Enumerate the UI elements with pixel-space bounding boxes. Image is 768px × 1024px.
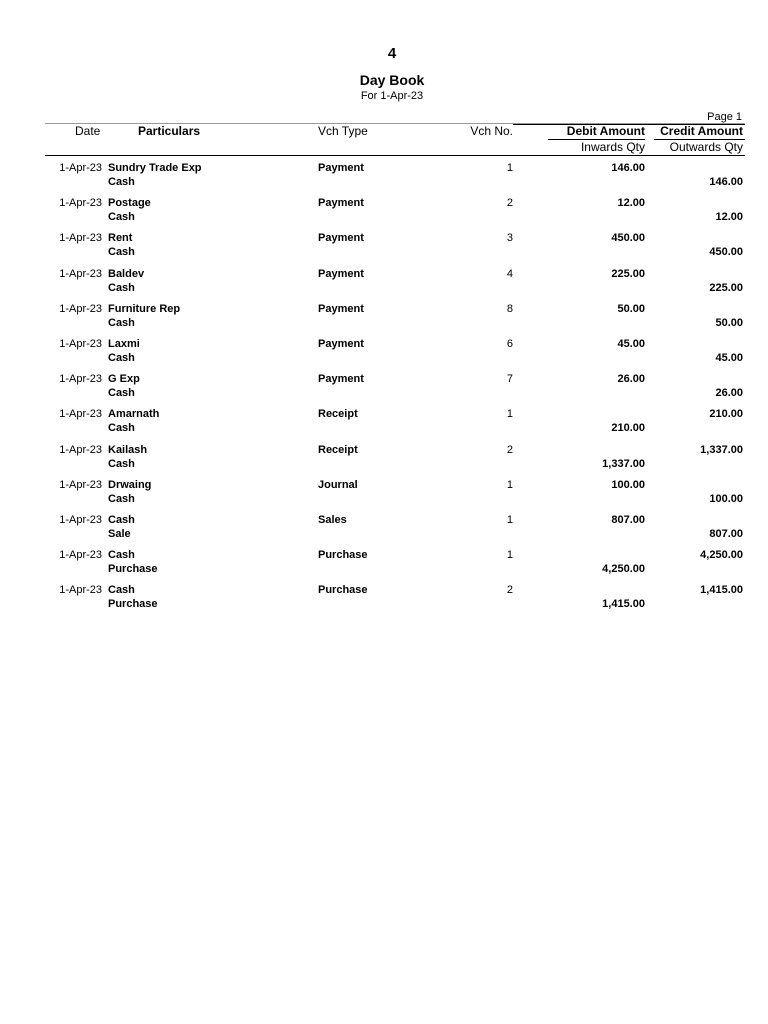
entry-contra-account: Sale — [108, 528, 131, 540]
header-bottom-rule — [45, 155, 745, 156]
entry-vch-type: Receipt — [318, 444, 358, 456]
entry-contra-account: Cash — [108, 211, 135, 223]
entry-contra-account: Cash — [108, 458, 135, 470]
entry-debit-amount: 12.00 — [617, 197, 645, 209]
column-inwards-qty: Inwards Qty — [580, 140, 645, 154]
report-period: For 1-Apr-23 — [360, 90, 424, 102]
entry-vch-no: 1 — [506, 514, 513, 526]
entry-vch-no: 2 — [506, 197, 513, 209]
entry-contra-account: Cash — [108, 282, 135, 294]
entry-vch-type: Payment — [318, 162, 364, 174]
entry-contra-credit-amount: 450.00 — [709, 246, 743, 258]
entry-vch-type: Receipt — [318, 408, 358, 420]
entry-contra-credit-amount: 807.00 — [709, 528, 743, 540]
entry-account: Drwaing — [108, 479, 152, 491]
entry-credit-amount: 1,415.00 — [700, 584, 743, 596]
entry-account: Sundry Trade Exp — [108, 162, 202, 174]
entry-contra-account: Cash — [108, 317, 135, 329]
entry-contra-debit-amount: 1,415.00 — [602, 598, 645, 610]
entry-vch-type: Journal — [318, 479, 358, 491]
entry-account: Cash — [108, 584, 135, 596]
entry-account: Rent — [108, 232, 133, 244]
entry-vch-no: 4 — [506, 268, 513, 280]
entry-contra-credit-amount: 225.00 — [709, 282, 743, 294]
entry-date: 1-Apr-23 — [59, 303, 102, 315]
entry-contra-credit-amount: 26.00 — [715, 387, 743, 399]
entry-vch-type: Purchase — [318, 549, 368, 561]
entry-vch-no: 8 — [506, 303, 513, 315]
entry-credit-amount: 1,337.00 — [700, 444, 743, 456]
column-vch-no: Vch No. — [470, 124, 513, 138]
entry-vch-no: 1 — [506, 479, 513, 491]
column-vch-type: Vch Type — [318, 124, 368, 138]
entry-date: 1-Apr-23 — [59, 268, 102, 280]
column-credit-amount: Credit Amount — [660, 124, 743, 138]
entry-vch-no: 7 — [506, 373, 513, 385]
entry-date: 1-Apr-23 — [59, 408, 102, 420]
report-title: Day Book — [359, 72, 425, 88]
entry-contra-debit-amount: 1,337.00 — [602, 458, 645, 470]
entry-vch-type: Payment — [318, 268, 364, 280]
entry-account: G Exp — [108, 373, 140, 385]
entry-debit-amount: 26.00 — [617, 373, 645, 385]
entry-date: 1-Apr-23 — [59, 373, 102, 385]
entry-date: 1-Apr-23 — [59, 232, 102, 244]
entry-contra-debit-amount: 210.00 — [611, 422, 645, 434]
entry-vch-type: Payment — [318, 338, 364, 350]
column-debit-amount: Debit Amount — [566, 124, 645, 138]
column-outwards-qty: Outwards Qty — [669, 140, 743, 154]
entry-date: 1-Apr-23 — [59, 479, 102, 491]
entry-contra-debit-amount: 4,250.00 — [602, 563, 645, 575]
entry-vch-no: 1 — [506, 408, 513, 420]
entry-contra-credit-amount: 50.00 — [715, 317, 743, 329]
entry-contra-account: Purchase — [108, 563, 158, 575]
entry-debit-amount: 45.00 — [617, 338, 645, 350]
entry-account: Amarnath — [108, 408, 160, 420]
entry-vch-no: 6 — [506, 338, 513, 350]
entry-contra-account: Cash — [108, 246, 135, 258]
entry-vch-type: Payment — [318, 232, 364, 244]
entry-account: Postage — [108, 197, 151, 209]
page-number: Page 1 — [707, 111, 742, 123]
entry-vch-no: 2 — [506, 444, 513, 456]
entry-date: 1-Apr-23 — [59, 162, 102, 174]
entry-contra-credit-amount: 146.00 — [709, 176, 743, 188]
entry-account: Furniture Rep — [108, 303, 181, 315]
entry-account: Cash — [108, 514, 135, 526]
entry-date: 1-Apr-23 — [59, 338, 102, 350]
entry-credit-amount: 4,250.00 — [700, 549, 743, 561]
entry-contra-credit-amount: 100.00 — [709, 493, 743, 505]
entry-debit-amount: 225.00 — [611, 268, 645, 280]
entry-vch-type: Payment — [318, 303, 364, 315]
entry-date: 1-Apr-23 — [59, 444, 102, 456]
entry-vch-no: 2 — [506, 584, 513, 596]
entry-vch-type: Payment — [318, 197, 364, 209]
entry-date: 1-Apr-23 — [59, 197, 102, 209]
entry-contra-account: Cash — [108, 422, 135, 434]
entry-vch-no: 1 — [506, 549, 513, 561]
entry-vch-no: 3 — [506, 232, 513, 244]
entry-contra-credit-amount: 45.00 — [715, 352, 743, 364]
entry-credit-amount: 210.00 — [709, 408, 743, 420]
entry-vch-type: Purchase — [318, 584, 368, 596]
entry-contra-account: Cash — [108, 493, 135, 505]
entry-contra-account: Purchase — [108, 598, 158, 610]
entry-debit-amount: 50.00 — [617, 303, 645, 315]
entry-contra-account: Cash — [108, 352, 135, 364]
entry-date: 1-Apr-23 — [59, 584, 102, 596]
company-name: 4 — [387, 45, 397, 62]
entry-debit-amount: 450.00 — [611, 232, 645, 244]
entry-debit-amount: 146.00 — [611, 162, 645, 174]
entry-contra-account: Cash — [108, 176, 135, 188]
entry-vch-no: 1 — [506, 162, 513, 174]
column-date: Date — [75, 124, 101, 138]
entry-contra-credit-amount: 12.00 — [715, 211, 743, 223]
entry-account: Baldev — [108, 268, 145, 280]
entry-vch-type: Payment — [318, 373, 364, 385]
entry-vch-type: Sales — [318, 514, 347, 526]
entry-debit-amount: 807.00 — [611, 514, 645, 526]
entry-debit-amount: 100.00 — [611, 479, 645, 491]
entry-date: 1-Apr-23 — [59, 514, 102, 526]
entry-account: Cash — [108, 549, 135, 561]
entry-account: Laxmi — [108, 338, 140, 350]
entry-contra-account: Cash — [108, 387, 135, 399]
entry-date: 1-Apr-23 — [59, 549, 102, 561]
column-particulars: Particulars — [138, 124, 201, 138]
entry-account: Kailash — [108, 444, 148, 456]
